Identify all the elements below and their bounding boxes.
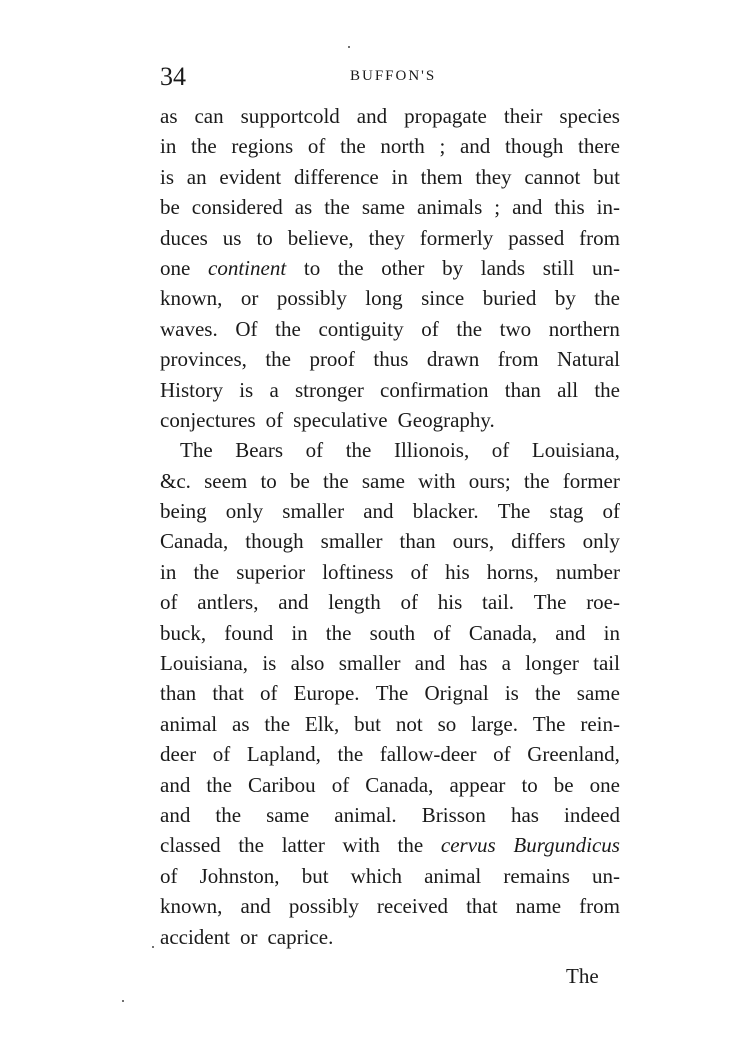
word: same	[361, 468, 405, 493]
word: the	[534, 681, 561, 706]
word: of	[602, 499, 620, 524]
word: fallow-deer	[379, 742, 477, 767]
word: they	[475, 164, 512, 189]
word: an	[186, 164, 207, 189]
text-line	[160, 405, 620, 435]
word: his	[437, 590, 463, 615]
word: the	[397, 833, 424, 858]
word: their	[503, 104, 543, 128]
text-line	[160, 891, 620, 921]
word: and	[278, 590, 309, 615]
word: can	[194, 104, 224, 128]
ink-speck	[122, 1000, 124, 1002]
word: Canada,	[365, 772, 434, 797]
text-line	[160, 770, 620, 800]
word: known,	[160, 894, 223, 919]
word: but	[301, 863, 329, 888]
word: contiguity	[318, 316, 404, 341]
catchword: The	[566, 964, 599, 988]
text-line	[160, 192, 620, 222]
word: of	[493, 742, 511, 767]
word: be	[160, 195, 180, 220]
word: since	[421, 286, 465, 311]
word: is	[262, 651, 277, 676]
word: antlers,	[197, 590, 259, 615]
word: or	[240, 286, 259, 311]
word: speculative	[293, 407, 388, 432]
word: appear	[449, 772, 506, 797]
word: of	[307, 134, 326, 159]
text-line	[160, 739, 620, 769]
word: the	[594, 377, 620, 402]
word: in-	[596, 195, 620, 220]
word: passed	[508, 225, 565, 250]
word: to	[260, 468, 277, 493]
word: the	[324, 195, 350, 220]
word: is	[160, 164, 175, 189]
word: confirmation	[380, 377, 489, 402]
word: the	[206, 772, 232, 797]
word: in	[160, 134, 177, 159]
word: still	[542, 255, 575, 280]
word: though	[504, 134, 564, 159]
word: continent	[208, 255, 287, 280]
word: Natural	[557, 347, 620, 372]
word: tail.	[481, 590, 515, 615]
running-title: BUFFON'S	[350, 68, 437, 84]
word: former	[562, 468, 620, 493]
text-line	[160, 283, 620, 313]
text-line	[160, 466, 620, 496]
word: that	[212, 681, 244, 706]
word: which	[350, 863, 402, 888]
word: deer	[160, 742, 197, 767]
text-line	[160, 131, 620, 161]
word: a	[269, 377, 279, 402]
word: from	[579, 894, 620, 919]
word: there	[578, 134, 620, 159]
word: Burgundicus	[513, 833, 620, 858]
word: longer	[525, 651, 579, 676]
word: possibly	[276, 286, 347, 311]
word: of	[160, 863, 178, 888]
word: cannot	[524, 164, 581, 189]
word: northern	[548, 316, 620, 341]
page-number: 34	[160, 62, 186, 91]
word: buried	[482, 286, 537, 311]
word: Bears	[235, 438, 284, 463]
word: Illionois,	[393, 438, 470, 463]
word: and	[356, 104, 388, 128]
word: blacker.	[412, 499, 479, 524]
word: species	[559, 104, 620, 128]
word: large.	[471, 711, 518, 736]
word: the	[275, 316, 301, 341]
word: differs	[511, 529, 566, 554]
text-line	[160, 496, 620, 526]
word: possibly	[288, 894, 359, 919]
word: The	[532, 711, 566, 736]
text-line	[160, 648, 620, 678]
word: south	[369, 620, 416, 645]
word: from	[579, 225, 620, 250]
word: and	[160, 802, 191, 827]
word: by	[554, 286, 576, 311]
word: to	[256, 225, 273, 250]
word: the	[193, 559, 220, 584]
word: ours;	[468, 468, 511, 493]
word: Canada,	[160, 529, 229, 554]
word: same	[266, 802, 310, 827]
word: the	[264, 711, 291, 736]
word: accident	[160, 924, 230, 949]
word: waves.	[160, 316, 218, 341]
word: cold	[303, 104, 340, 128]
word: Louisiana,	[531, 438, 620, 463]
word: only	[225, 499, 264, 524]
word: is	[504, 681, 519, 706]
word: and	[240, 894, 271, 919]
word: than	[504, 377, 541, 402]
word: them	[420, 164, 463, 189]
word: not	[395, 711, 423, 736]
word: indeed	[564, 802, 620, 827]
word: proof	[309, 347, 355, 372]
word: of	[491, 438, 510, 463]
word: two	[499, 316, 532, 341]
word: with	[418, 468, 456, 493]
text-line	[160, 709, 620, 739]
word: &c.	[160, 468, 191, 493]
word: a	[501, 651, 511, 676]
word: be	[289, 468, 310, 493]
word: his	[445, 559, 470, 584]
word: difference	[294, 164, 379, 189]
word: and	[414, 651, 446, 676]
word: known,	[160, 286, 223, 311]
text-line	[160, 861, 620, 891]
word: stag	[549, 499, 584, 524]
word: Caribou	[248, 772, 316, 797]
word: the	[325, 620, 352, 645]
word: conjectures	[160, 407, 256, 432]
word: only	[582, 529, 620, 554]
text-line	[160, 830, 620, 860]
word: than	[399, 529, 436, 554]
word: of	[259, 681, 278, 706]
word: same	[576, 681, 620, 706]
word: name	[515, 894, 562, 919]
word: the	[238, 833, 264, 858]
word: the	[340, 134, 366, 159]
word: animal	[424, 863, 482, 888]
word: be	[553, 772, 574, 797]
word: but	[354, 711, 382, 736]
word: the	[345, 438, 372, 463]
word: of	[433, 620, 451, 645]
text-line	[160, 314, 620, 344]
word: by	[442, 255, 464, 280]
word: one	[589, 772, 620, 797]
word: and	[459, 134, 491, 159]
word: as	[294, 195, 313, 220]
word: Europe.	[293, 681, 360, 706]
word: superior	[236, 559, 306, 584]
word: Louisiana,	[160, 651, 249, 676]
word: seem	[204, 468, 248, 493]
word: of	[160, 590, 178, 615]
word: of	[331, 772, 350, 797]
word: or	[239, 924, 258, 949]
text-line	[160, 101, 620, 131]
word: and	[160, 772, 191, 797]
word: cervus	[440, 833, 496, 858]
word: is	[239, 377, 254, 402]
word: from	[497, 347, 539, 372]
word: in	[391, 164, 408, 189]
word: ;	[494, 195, 501, 220]
word: drawn	[426, 347, 480, 372]
word: un-	[592, 863, 620, 888]
word: Geography.	[397, 407, 495, 432]
word: Johnston,	[199, 863, 280, 888]
word: buck,	[160, 620, 207, 645]
word: formerly	[419, 225, 494, 250]
word: of	[421, 316, 439, 341]
word: they	[368, 225, 405, 250]
text-line	[160, 922, 620, 952]
word: being	[160, 499, 207, 524]
word: evident	[219, 164, 282, 189]
word: length	[328, 590, 381, 615]
word: to	[303, 255, 321, 280]
word: The	[533, 590, 567, 615]
word: rein-	[580, 711, 620, 736]
word: Orignal	[424, 681, 489, 706]
word: long	[365, 286, 403, 311]
word: though	[245, 529, 304, 554]
text-line	[160, 223, 620, 253]
word: of	[410, 559, 428, 584]
text-line	[160, 526, 620, 556]
word: stronger	[295, 377, 364, 402]
word: all	[557, 377, 579, 402]
word: as	[232, 711, 250, 736]
word: smaller	[338, 651, 401, 676]
word: animal.	[334, 802, 397, 827]
word: The	[180, 438, 213, 463]
word: lands	[480, 255, 526, 280]
word: us	[222, 225, 242, 250]
word: and	[512, 195, 543, 220]
word-group	[241, 101, 340, 131]
word: found	[224, 620, 274, 645]
word: has	[459, 651, 488, 676]
text-line	[160, 344, 620, 374]
word: the	[594, 286, 620, 311]
word: horns,	[486, 559, 539, 584]
text-line	[160, 618, 620, 648]
word: roe-	[586, 590, 620, 615]
word: of	[305, 438, 324, 463]
word: of	[265, 407, 284, 432]
word: also	[290, 651, 325, 676]
word: one	[160, 255, 191, 280]
word: than	[160, 681, 197, 706]
word: the	[523, 468, 550, 493]
word: other	[381, 255, 425, 280]
word: thus	[373, 347, 409, 372]
word: has	[510, 802, 539, 827]
word: in	[291, 620, 308, 645]
word: un-	[591, 255, 620, 280]
word: the	[215, 802, 242, 827]
word: latter	[281, 833, 325, 858]
body-text	[160, 101, 620, 952]
word: caprice.	[267, 924, 334, 949]
word: duces	[160, 225, 208, 250]
word: remains	[503, 863, 570, 888]
word: believe,	[287, 225, 354, 250]
word: north	[380, 134, 425, 159]
word: the	[322, 468, 349, 493]
word: considered	[191, 195, 283, 220]
word: The	[375, 681, 409, 706]
page-header	[160, 62, 620, 92]
word: animals	[416, 195, 483, 220]
word: so	[437, 711, 457, 736]
ink-speck	[152, 946, 154, 948]
text-line	[160, 587, 620, 617]
word: and	[555, 620, 586, 645]
word: propagate	[404, 104, 487, 128]
word: ours,	[452, 529, 495, 554]
word: in	[160, 559, 177, 584]
word: History	[160, 377, 223, 402]
word: ;	[439, 134, 446, 159]
text-line	[160, 375, 620, 405]
word: Brisson	[421, 802, 486, 827]
word: but	[593, 164, 620, 189]
word: the	[191, 134, 217, 159]
word: the	[265, 347, 291, 372]
word: Greenland,	[527, 742, 620, 767]
word: in	[603, 620, 620, 645]
text-line	[160, 800, 620, 830]
text-line	[160, 678, 620, 708]
word: the	[337, 255, 364, 280]
word: classed	[160, 833, 221, 858]
word: Lapland,	[246, 742, 321, 767]
word: Of	[235, 316, 258, 341]
word: Canada,	[468, 620, 538, 645]
word: and	[363, 499, 394, 524]
word: as	[160, 104, 178, 128]
word: loftiness	[322, 559, 394, 584]
word: received	[376, 894, 449, 919]
word: of	[400, 590, 418, 615]
word: The	[497, 499, 531, 524]
text-line	[160, 162, 620, 192]
word: number	[555, 559, 620, 584]
word: with	[342, 833, 380, 858]
word: that	[466, 894, 498, 919]
word: smaller	[320, 529, 383, 554]
word: provinces,	[160, 347, 247, 372]
word: same	[361, 195, 405, 220]
ink-speck	[348, 46, 350, 48]
word: the	[456, 316, 483, 341]
word: support	[240, 104, 304, 128]
word: this	[554, 195, 585, 220]
word: regions	[231, 134, 294, 159]
word: Elk,	[304, 711, 340, 736]
text-line	[160, 557, 620, 587]
word: the	[337, 742, 364, 767]
word: to	[521, 772, 538, 797]
text-line	[160, 435, 620, 465]
text-line	[160, 253, 620, 283]
word: smaller	[282, 499, 345, 524]
word: of	[212, 742, 231, 767]
word: animal	[160, 711, 218, 736]
word: tail	[593, 651, 620, 676]
